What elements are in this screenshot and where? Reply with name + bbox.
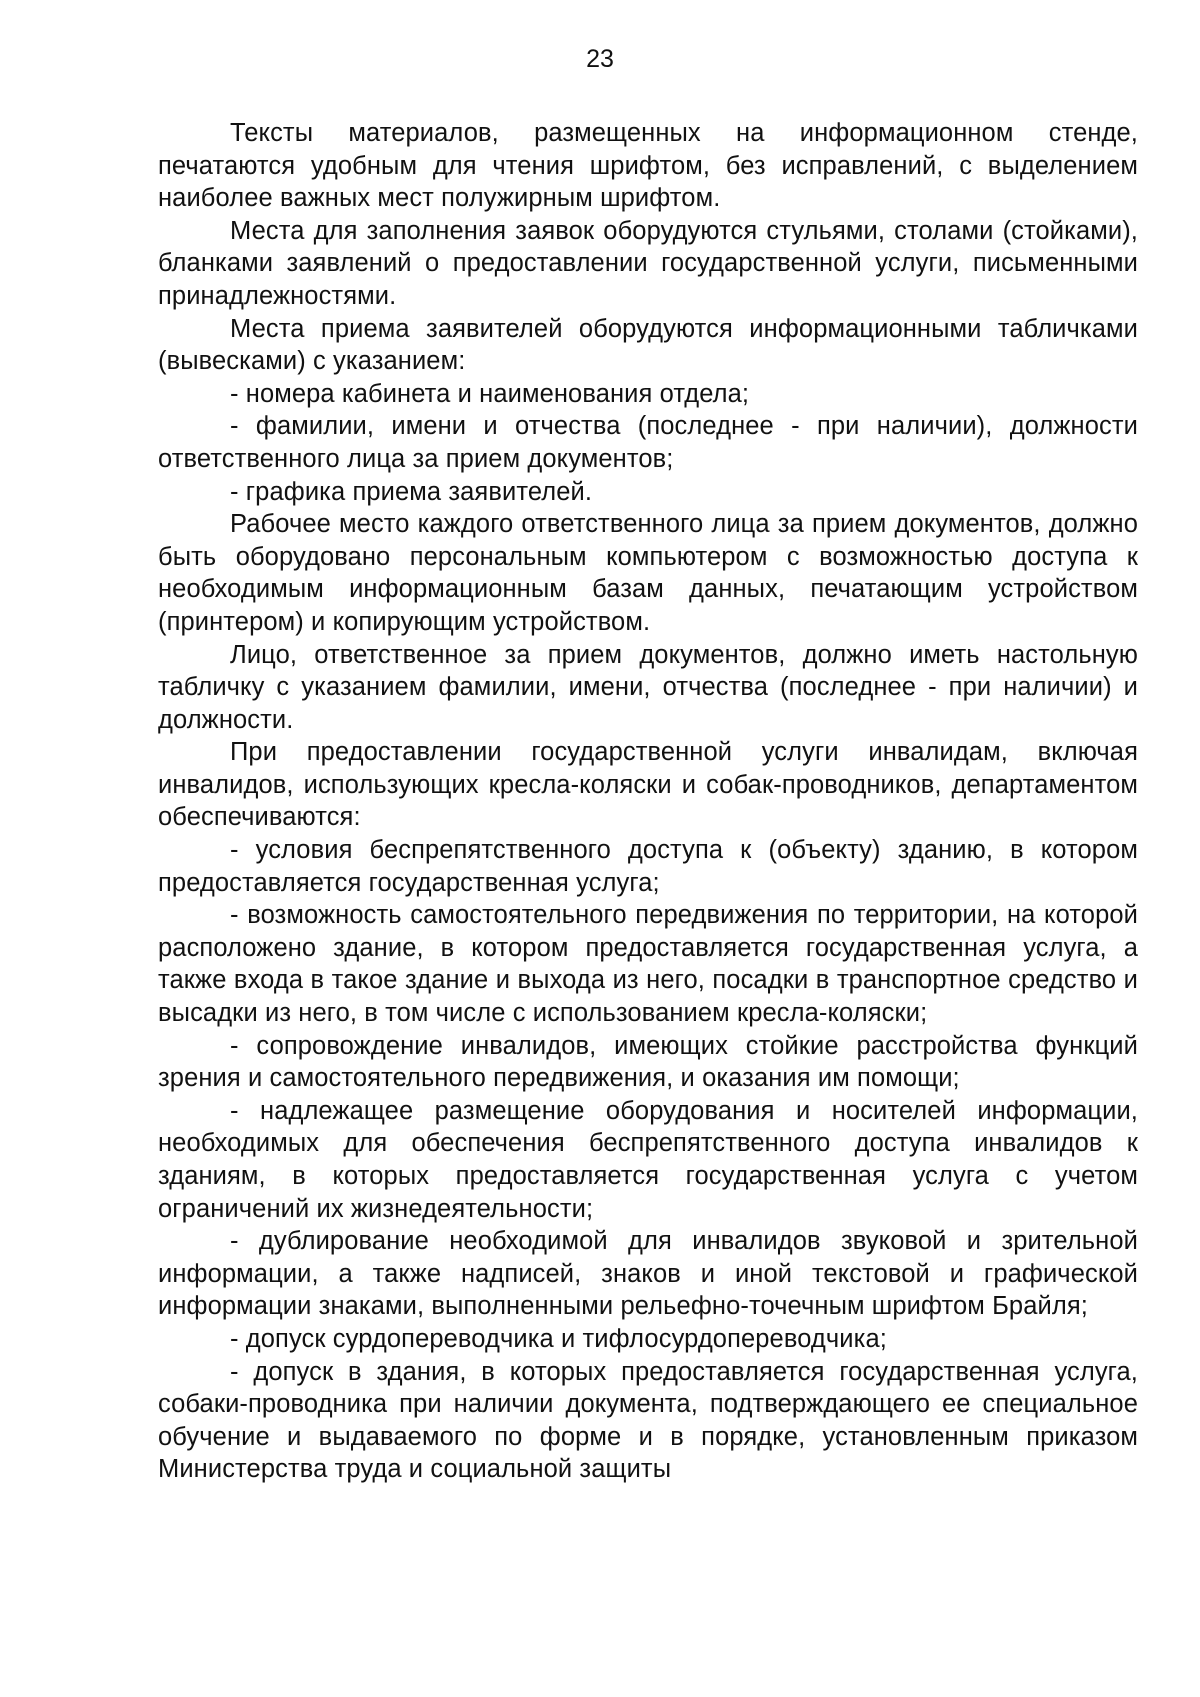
list-item-responsible-person: - фамилии, имени и отчества (последнее - при наличии), должности ответственного лица за прием документов; — [158, 412, 1138, 473]
document-body — [158, 117, 1138, 1486]
list-item-braille-duplication: - дублирование необходимой для инвалидов звуковой и зрительной информации, а также надписей, знаков и иной текстовой и графической информации знаками, выполненными рельефно-точечным шрифтом Брайля; — [158, 1227, 1138, 1321]
list-item-sign-interpreter: - допуск сурдопереводчика и тифлосурдопереводчика; — [230, 1324, 887, 1353]
paragraph-stand-texts: Тексты материалов, размещенных на информационном стенде, печатаются удобным для чтения шрифтом, без исправлений, с выделением наиболее важных мест полужирным шрифтом. — [158, 119, 1138, 213]
paragraph-application-places: Места для заполнения заявок оборудуются стульями, столами (стойками), бланками заявлений о предоставлении государственной услуги, письменными принадлежностями. — [158, 216, 1138, 310]
page-number: 23 — [586, 45, 614, 73]
list-item-office-number: - номера кабинета и наименования отдела; — [230, 379, 750, 408]
paragraph-workplace: Рабочее место каждого ответственного лица за прием документов, должно быть оборудовано персональным компьютером с возможностью доступа к необходимым информационным базам данных, печатающим устройством (принтером) и копирующим устройством. — [158, 510, 1138, 636]
list-item-independent-movement: - возможность самостоятельного передвижения по территории, на которой расположено здание, в котором предоставляется государственная услуга, а также входа в такое здание и выхода из него, посадки в транспортное средство и высадки из него, в том числе с использованием кресла-коляски; — [158, 901, 1138, 1028]
paragraph-reception-places: Места приема заявителей оборудуются информационными табличками (вывесками) с указанием: — [158, 314, 1138, 376]
list-item-equipment-placement: - надлежащее размещение оборудования и носителей информации, необходимых для обеспечения беспрепятственного доступа инвалидов к зданиям, в которых предоставляется государственная услуга с учетом ограничений их жизнедеятельности; — [158, 1096, 1138, 1223]
list-item-guide-dog: - допуск в здания, в которых предоставляется государственная услуга, собаки-проводника при наличии документа, подтверждающего ее специальное обучение и выдаваемого по форме и в порядке, установленным приказом Министерства труда и социальной защиты — [158, 1357, 1138, 1484]
list-item-unobstructed-access: - условия беспрепятственного доступа к (объекту) зданию, в котором предоставляется государственная услуга; — [158, 836, 1138, 897]
paragraph-desk-plate: Лицо, ответственное за прием документов, должно иметь настольную табличку с указанием фамилии, имени, отчества (последнее - при наличии) и должности. — [158, 640, 1138, 734]
list-item-schedule: - графика приема заявителей. — [230, 477, 593, 506]
list-item-escort: - сопровождение инвалидов, имеющих стойкие расстройства функций зрения и самостоятельного передвижения, и оказания им помощи; — [158, 1031, 1138, 1093]
paragraph-disabled-services: При предоставлении государственной услуги инвалидам, включая инвалидов, использующих кресла-коляски и собак-проводников, департаментом обеспечиваются: — [158, 738, 1138, 832]
